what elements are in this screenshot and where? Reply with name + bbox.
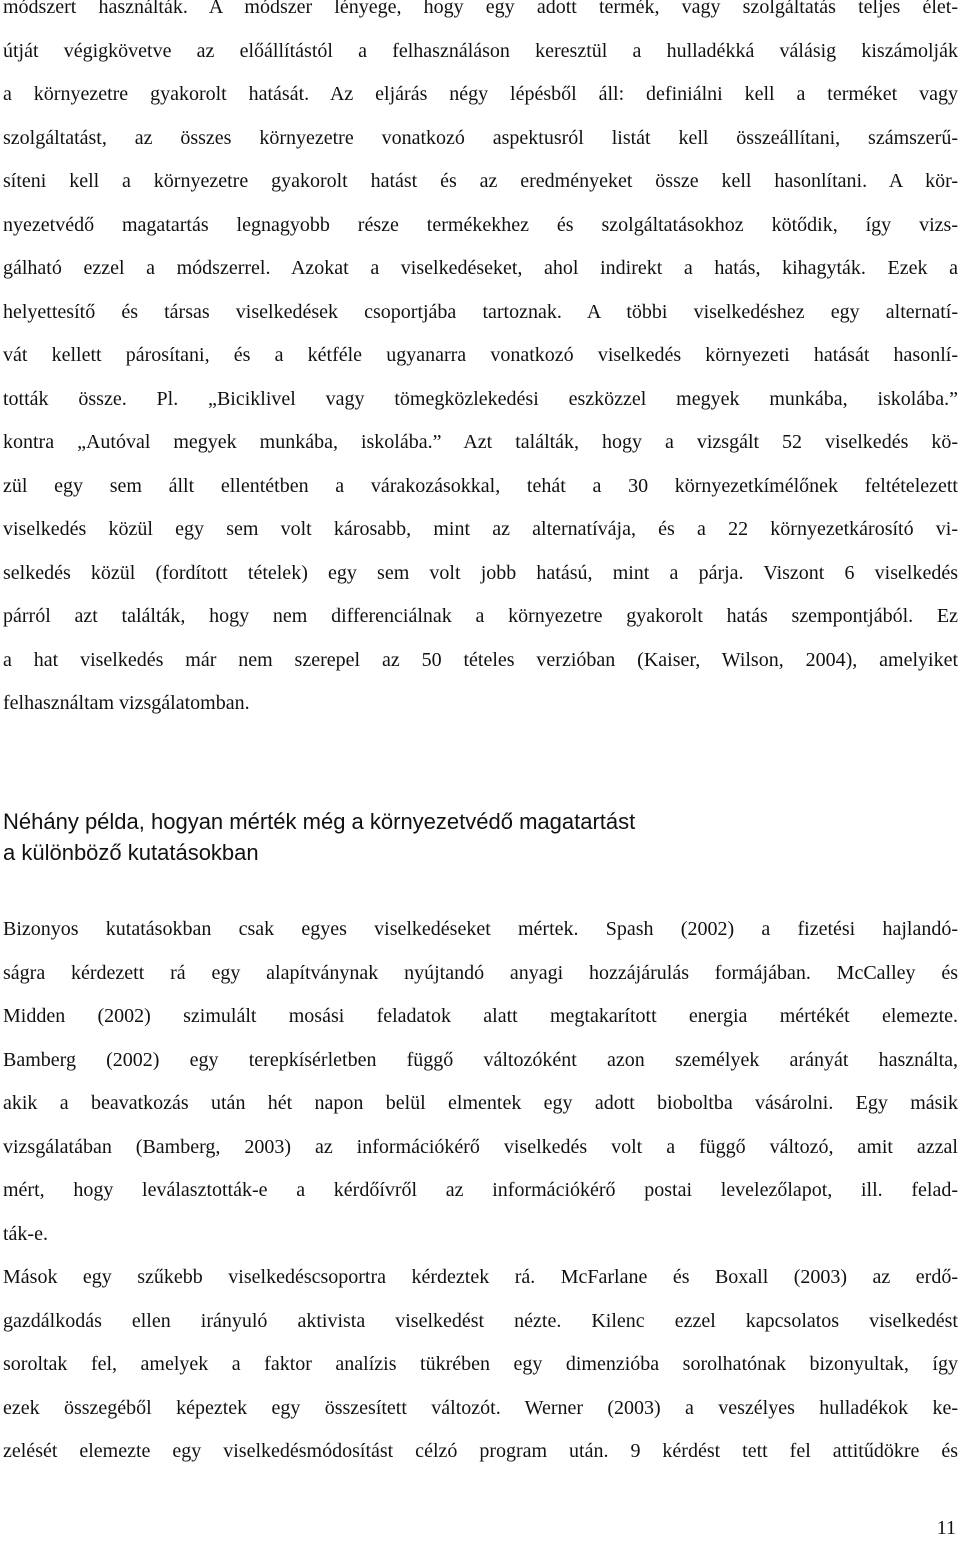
heading-line: Néhány példa, hogyan mérték még a környezetvédő magatartást [3,809,636,834]
text-line: párról azt találták, hogy nem differenciálnak a környezetre gyakorolt hatás szempontjából. Ez [3,605,958,627]
text-line: nyezetvédő magatartás legnagyobb része termékekhez és szolgáltatásokhoz kötődik, így vizs- [3,213,958,236]
text-line: módszert használták. A módszer lényege, hogy egy adott termék, vagy szolgáltatás teljes élet- [3,0,958,18]
text-line: felhasználtam vizsgálatomban. [3,692,250,714]
page-number: 11 [936,1517,956,1539]
text-line: gazdálkodás ellen irányuló aktivista viselkedést nézte. Kilenc ezzel kapcsolatos viselkedést [3,1309,958,1332]
paragraph-examples-single-behaviours [3,908,958,1256]
document-page [3,0,958,726]
text-line: síteni kell a környezetre gyakorolt hatást és az eredményeket össze kell hasonlítani. A kör- [3,170,958,192]
text-line: gálható ezzel a módszerrel. Azokat a viselkedéseket, ahol indirekt a hatás, kihagyták. Ezek a [3,257,958,279]
text-line: útját végigkövetve az előállítástól a felhasználáson keresztül a hulladékká válásig kiszámolják [3,39,958,62]
text-line: mért, hogy leválasztották-e a kérdőívről az információkérő postai levelezőlapot, ill. felad- [3,1179,958,1201]
paragraph-examples-behaviour-groups [3,1256,958,1474]
text-line: vizsgálatában (Bamberg, 2003) az információkérő viselkedés volt a függő változó, amit azzal [3,1135,958,1158]
section-heading [3,806,635,868]
heading-line: a különböző kutatásokban [3,840,259,865]
text-line: Bizonyos kutatásokban csak egyes viselkedéseket mértek. Spash (2002) a fizetési hajlandó- [3,918,958,940]
text-line: soroltak fel, amelyek a faktor analízis tükrében egy dimenzióba sorolhatónak bizonyultak, így [3,1353,958,1375]
text-line: ták-e. [3,1222,48,1245]
text-line: tották össze. Pl. „Biciklivel vagy tömegközlekedési eszközzel megyek munkába, iskolába.” [3,387,958,410]
text-line: vát kellett párosítani, és a kétféle ugyanarra vonatkozó viselkedés környezeti hatását hasonlí- [3,344,958,366]
text-line: Midden (2002) szimulált mosási feladatok alatt megtakarított energia mértékét elemezte. [3,1005,958,1027]
text-line: zelését elemezte egy viselkedésmódosítást célzó program után. 9 kérdést tett fel attitűdökre és [3,1440,958,1462]
text-line: selkedés közül (fordított tételek) egy sem volt jobb hatású, mint a párja. Viszont 6 viselkedés [3,561,958,584]
text-line: ezek összegéből képeztek egy összesített változót. Werner (2003) a veszélyes hulladékok ke- [3,1396,958,1419]
paragraph-lca-method [3,0,958,726]
text-line: akik a beavatkozás után hét napon belül elmentek egy adott bioboltba vásárolni. Egy másik [3,1092,958,1114]
text-line: ságra kérdezett rá egy alapítványnak nyújtandó anyagi hozzájárulás formájában. McCalley és [3,961,958,984]
text-line: a hat viselkedés már nem szerepel az 50 tételes verzióban (Kaiser, Wilson, 2004), amelyiket [3,648,958,671]
text-line: helyettesítő és társas viselkedések csoportjába tartoznak. A többi viselkedéshez egy alternatí- [3,300,958,323]
text-line: Mások egy szűkebb viselkedéscsoportra kérdeztek rá. McFarlane és Boxall (2003) az erdő- [3,1266,958,1288]
text-line: viselkedés közül egy sem volt károsabb, mint az alternatívája, és a 22 környezetkárosító vi- [3,518,958,540]
text-line: kontra „Autóval megyek munkába, iskolába.” Azt találták, hogy a vizsgált 52 viselkedés kö- [3,431,958,453]
body-text [3,908,958,1474]
text-line: Bamberg (2002) egy terepkísérletben függő változóként azon személyek arányát használta, [3,1048,958,1071]
text-line: a környezetre gyakorolt hatását. Az eljárás négy lépésből áll: definiálni kell a terméket vagy [3,83,958,105]
text-line: zül egy sem állt ellentétben a várakozásokkal, tehát a 30 környezetkímélőnek feltételezett [3,474,958,497]
text-line: szolgáltatást, az összes környezetre vonatkozó aspektusról listát kell összeállítani, számszerű- [3,126,958,149]
